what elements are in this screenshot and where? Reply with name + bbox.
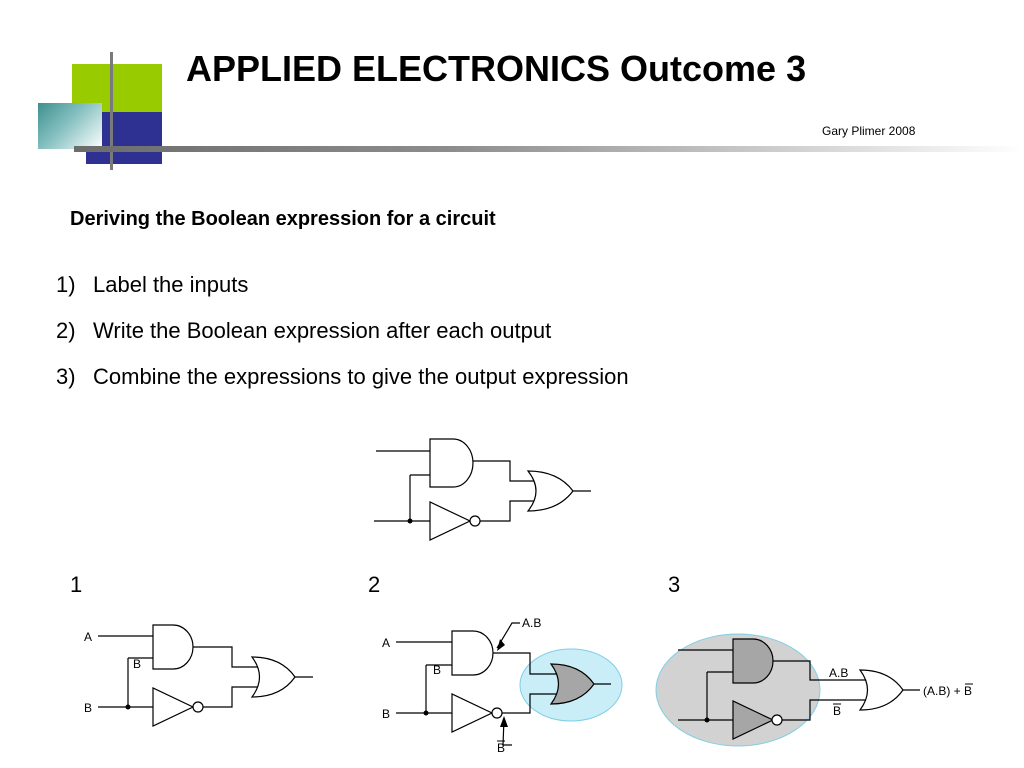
slide-title: APPLIED ELECTRONICS Outcome 3 (186, 48, 807, 89)
panel-label-3: 3 (668, 572, 681, 597)
label-b-bar: B (497, 741, 506, 755)
step-text: Label the inputs (93, 272, 249, 297)
panel-label-1: 1 (70, 572, 83, 597)
panel-label-2: 2 (368, 572, 381, 597)
step-number: 1) (56, 272, 76, 297)
slide-subtitle: Deriving the Boolean expression for a circuit (70, 208, 496, 230)
label-b: B (433, 663, 442, 677)
label-a-and-b: A.B (829, 666, 849, 680)
step-text: Write the Boolean expression after each output (93, 318, 552, 343)
output-expression: (A.B) + B (923, 684, 973, 698)
label-a-and-b: A.B (522, 616, 542, 630)
label-a: A (84, 630, 93, 644)
step-number: 3) (56, 364, 76, 389)
label-b: B (382, 707, 391, 721)
step-number: 2) (56, 318, 76, 343)
label-b-bar: B (833, 704, 842, 718)
label-a: A (382, 636, 391, 650)
label-b: B (84, 701, 93, 715)
author-credit: Gary Plimer 2008 (822, 124, 916, 138)
output-b-bar: B (964, 684, 973, 698)
step-text: Combine the expressions to give the output expression (93, 364, 629, 389)
label-b: B (133, 657, 142, 671)
